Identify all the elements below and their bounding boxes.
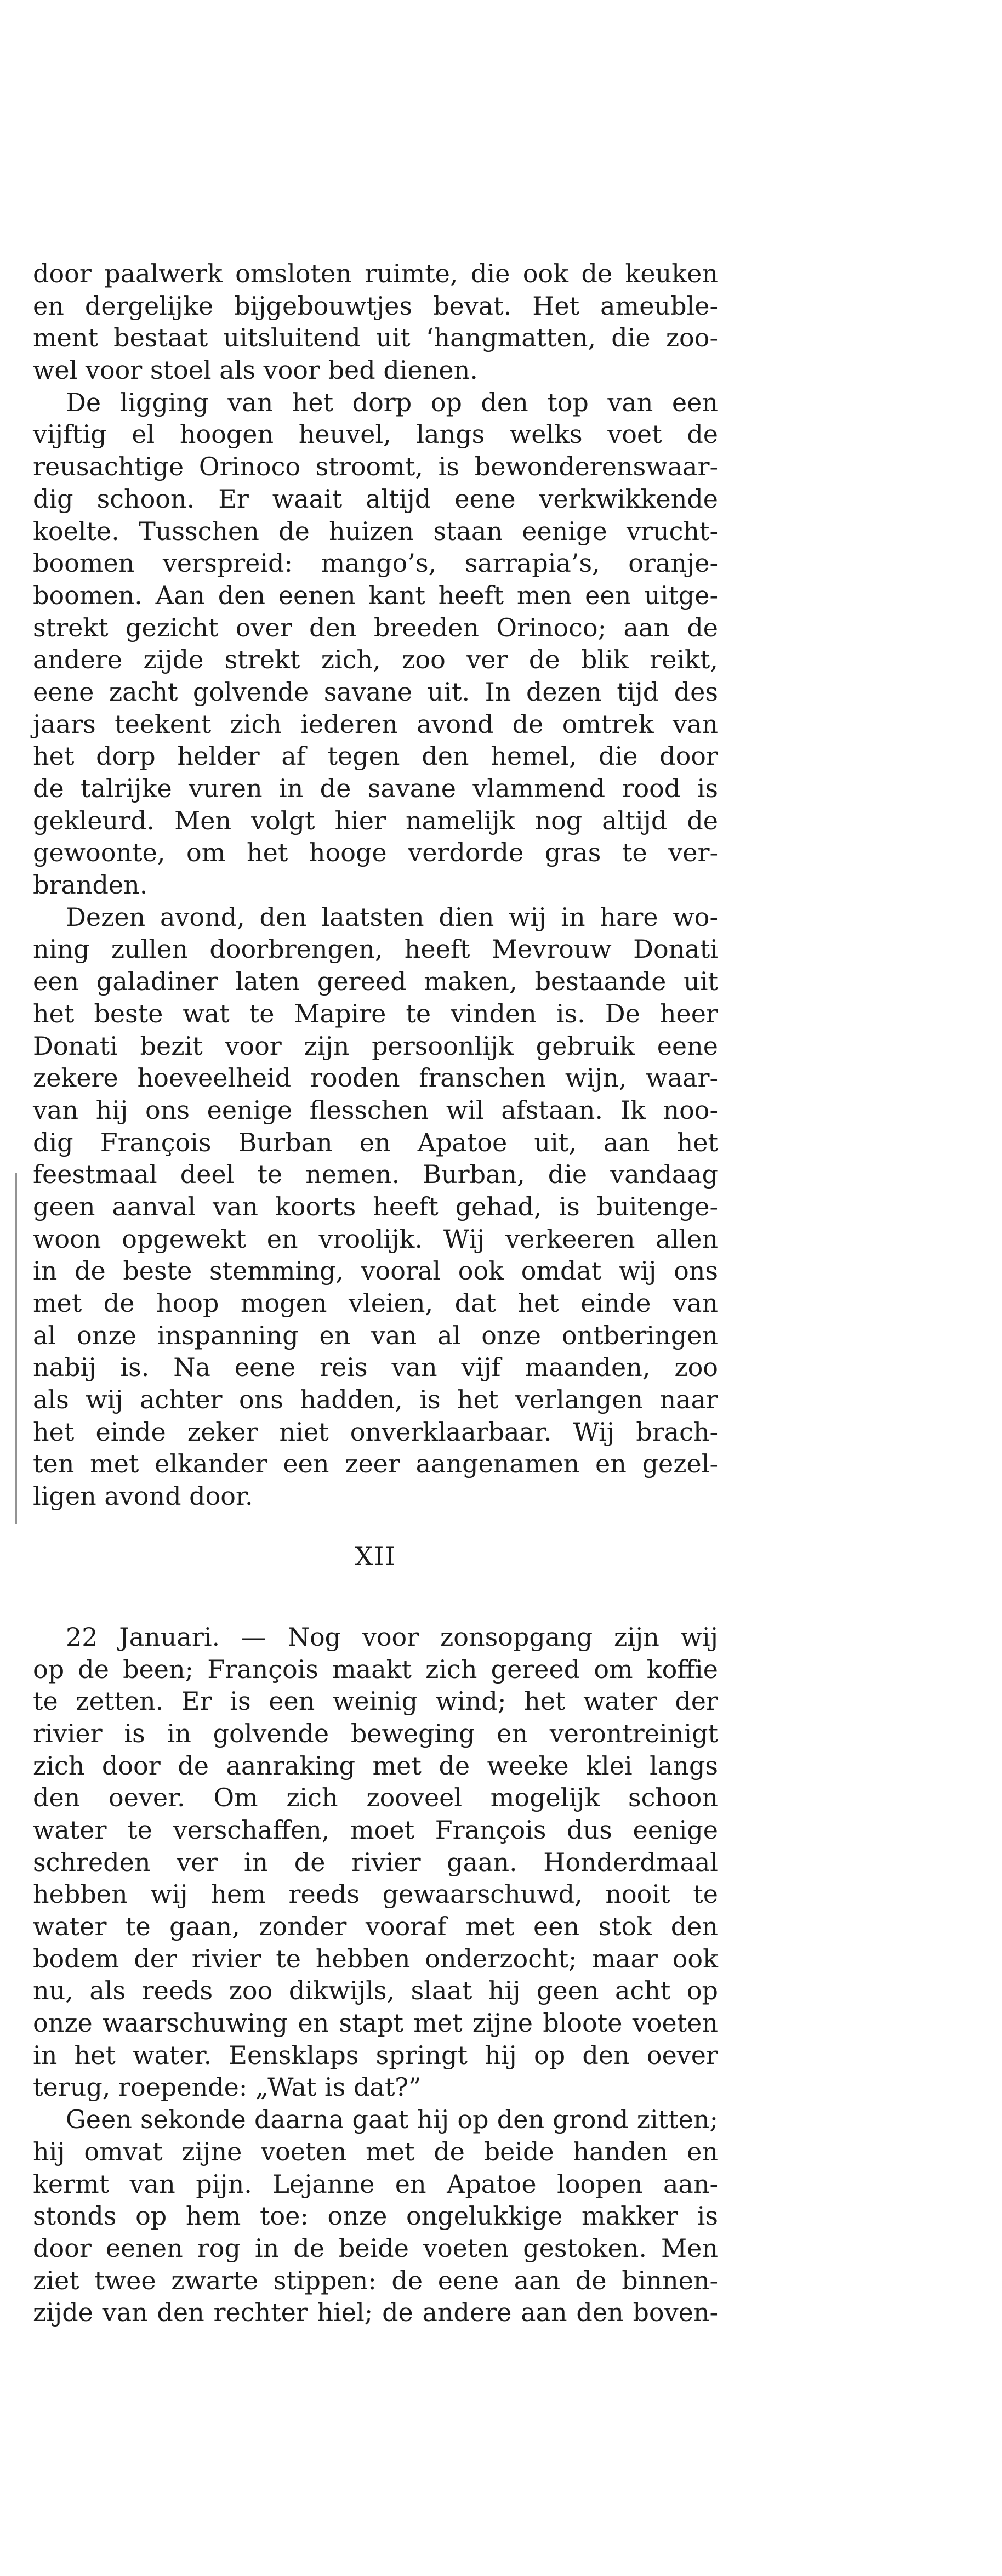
- text-line: op de been; François maakt zich gereed om koffie: [33, 1654, 718, 1684]
- text-line: al onze inspanning en van al onze ontberingen: [33, 1320, 718, 1350]
- text-line: Donati bezit voor zijn persoonlijk gebruik eene: [33, 1031, 718, 1061]
- text-line: water te gaan, zonder vooraf met een stok den: [33, 1912, 718, 1941]
- text-line: Dezen avond, den laatsten dien wij in hare wo-: [66, 902, 718, 932]
- text-line: ning zullen doorbrengen, heeft Mevrouw Donati: [33, 934, 718, 964]
- text-line: door eenen rog in de beide voeten gestoken. Men: [33, 2233, 718, 2263]
- text-line: terug, roepende: „Wat is dat?”: [33, 2072, 422, 2102]
- text-line: het einde zeker niet onverklaarbaar. Wij brach-: [33, 1417, 718, 1447]
- margin-rule: [15, 1173, 17, 1524]
- text-line: een galadiner laten gereed maken, bestaande uit: [33, 966, 718, 997]
- text-line: eene zacht golvende savane uit. In dezen tijd des: [33, 676, 718, 707]
- text-line: water te verschaffen, moet François dus eenige: [33, 1815, 718, 1845]
- text-line: dig schoon. Er waait altijd eene verkwikkende: [33, 484, 718, 514]
- section-2: [33, 1621, 718, 2329]
- text-line: reusachtige Orinoco stroomt, is bewonderenswaar-: [33, 452, 718, 482]
- text-line: andere zijde strekt zich, zoo ver de blik reikt,: [33, 645, 718, 675]
- text-line: gekleurd. Men volgt hier namelijk nog altijd de: [33, 805, 718, 835]
- text-line: dig François Burban en Apatoe uit, aan het: [33, 1127, 718, 1157]
- text-line: hebben wij hem reeds gewaarschuwd, nooit te: [33, 1879, 718, 1909]
- text-line: door paalwerk omsloten ruimte, die ook de keuken: [33, 259, 718, 288]
- text-line: te zetten. Er is een weinig wind; het water der: [33, 1686, 718, 1716]
- text-line: koelte. Tusschen de huizen staan eenige vrucht-: [33, 516, 718, 546]
- text-line: de talrijke vuren in de savane vlammend rood is: [33, 774, 718, 803]
- text-line: het beste wat te Mapire te vinden is. De heer: [33, 998, 718, 1028]
- text-line: branden.: [33, 870, 148, 900]
- text-line: in de beste stemming, vooral ook omdat wij ons: [33, 1256, 718, 1286]
- text-line: 22 Januari. — Nog voor zonsopgang zijn wij: [66, 1622, 718, 1652]
- chapter-spacer: [33, 1573, 718, 1621]
- text-line: als wij achter ons hadden, is het verlangen naar: [33, 1385, 718, 1415]
- text-line: nu, als reeds zoo dikwijls, slaat hij geen acht op: [33, 1976, 718, 2006]
- text-line: den oever. Om zich zooveel mogelijk schoon: [33, 1783, 718, 1813]
- text-line: zekere hoeveelheid rooden franschen wijn, waar-: [33, 1063, 718, 1093]
- chapter-heading: XII: [355, 1541, 396, 1571]
- text-line: onze waarschuwing en stapt met zijne bloote voeten: [33, 2008, 718, 2038]
- text-line: boomen verspreid: mango’s, sarrapia’s, oranje-: [33, 548, 718, 578]
- text-line: vijftig el hoogen heuvel, langs welks voet de: [33, 419, 718, 450]
- text-line: feestmaal deel te nemen. Burban, die vandaag: [33, 1159, 718, 1190]
- text-line: ligen avond door.: [33, 1481, 253, 1511]
- text-line: wel voor stoel als voor bed dienen.: [33, 355, 478, 385]
- text-line: jaars teekent zich iederen avond de omtrek van: [33, 709, 718, 739]
- text-line: Geen sekonde daarna gaat hij op den grond zitten;: [66, 2105, 718, 2135]
- text-line: zich door de aanraking met de weeke klei langs: [33, 1750, 718, 1781]
- text-line: het dorp helder af tegen den hemel, die door: [33, 741, 718, 771]
- text-line: schreden ver in de rivier gaan. Honderdmaal: [33, 1847, 718, 1877]
- text-line: in het water. Eensklaps springt hij op den oever: [33, 2040, 718, 2070]
- chapter-spacer: [33, 1512, 718, 1540]
- text-line: gewoonte, om het hooge verdorde gras te ver-: [33, 838, 718, 868]
- section-1: [33, 258, 718, 1512]
- text-line: woon opgewekt en vroolijk. Wij verkeeren allen: [33, 1224, 718, 1254]
- text-line: bodem der rivier te hebben onderzocht; maar ook: [33, 1943, 718, 1974]
- text-line: hij omvat zijne voeten met de beide handen en: [33, 2136, 718, 2166]
- text-line: ment bestaat uitsluitend uit ‘hangmatten, die zoo-: [33, 323, 718, 353]
- text-line: geen aanval van koorts heeft gehad, is buitenge-: [33, 1191, 718, 1221]
- text-line: ziet twee zwarte stippen: de eene aan de binnen-: [33, 2265, 718, 2295]
- text-line: zijde van den rechter hiel; de andere aan den boven-: [33, 2298, 718, 2328]
- text-line: kermt van pijn. Lejanne en Apatoe loopen aan-: [33, 2169, 718, 2199]
- text-line: stonds op hem toe: onze ongelukkige makker is: [33, 2201, 718, 2231]
- text-line: strekt gezicht over den breeden Orinoco; aan de: [33, 612, 718, 642]
- text-line: ten met elkander een zeer aangenamen en gezel-: [33, 1449, 718, 1479]
- text-line: rivier is in golvende beweging en verontreinigt: [33, 1718, 718, 1748]
- text-line: met de hoop mogen vleien, dat het einde van: [33, 1288, 718, 1318]
- text-line: De ligging van het dorp op den top van een: [66, 387, 718, 417]
- text-line: boomen. Aan den eenen kant heeft men een uitge-: [33, 580, 718, 610]
- text-column: [33, 258, 718, 2329]
- text-line: van hij ons eenige flesschen wil afstaan. Ik noo-: [33, 1095, 718, 1125]
- text-line: en dergelijke bijgebouwtjes bevat. Het ameuble-: [33, 291, 718, 321]
- text-line: nabij is. Na eene reis van vijf maanden, zoo: [33, 1352, 718, 1383]
